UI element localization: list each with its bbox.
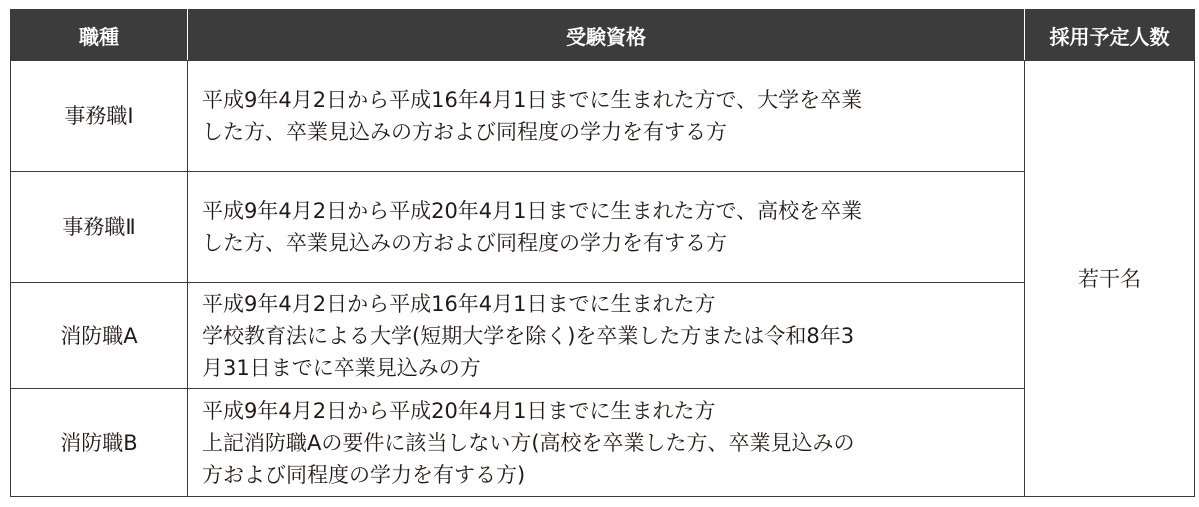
job-type-cell: 事務職Ⅱ <box>11 172 188 283</box>
job-type-cell: 消防職A <box>11 283 188 389</box>
qualification-line: した方、卒業見込みの方および同程度の学力を有する方 <box>202 120 727 144</box>
qualification-line: 学校教育法による大学(短期大学を除く)を卒業した方または令和8年3 <box>202 323 855 348</box>
recruitment-table <box>10 9 1195 497</box>
table-row <box>11 283 1195 389</box>
qualification-cell <box>188 172 1025 283</box>
qualification-line: 平成9年4月2日から平成16年4月1日までに生まれた方 <box>202 291 716 316</box>
header-qualification: 受験資格 <box>188 10 1025 61</box>
header-job-type: 職種 <box>11 10 188 61</box>
qualification-line: 平成9年4月2日から平成20年4月1日までに生まれた方 <box>202 398 716 423</box>
qualification-cell <box>188 389 1025 497</box>
qualification-cell <box>188 61 1025 172</box>
header-planned-hires: 採用予定人数 <box>1025 10 1195 61</box>
table-row <box>11 61 1195 172</box>
qualification-cell <box>188 283 1025 389</box>
qualification-line: 平成9年4月2日から平成20年4月1日までに生まれた方で、高校を卒業 <box>202 199 863 223</box>
recruitment-table-container <box>10 9 1195 497</box>
header-row <box>11 10 1195 61</box>
qualification-line: した方、卒業見込みの方および同程度の学力を有する方 <box>202 231 727 255</box>
qualification-line: 方および同程度の学力を有する方) <box>202 462 526 487</box>
job-type-cell: 消防職B <box>11 389 188 497</box>
planned-hires-cell: 若干名 <box>1025 61 1195 497</box>
qualification-line: 月31日までに卒業見込みの方 <box>202 355 481 380</box>
qualification-line: 平成9年4月2日から平成16年4月1日までに生まれた方で、大学を卒業 <box>202 88 863 112</box>
job-type-cell: 事務職Ⅰ <box>11 61 188 172</box>
qualification-line: 上記消防職Aの要件に該当しない方(高校を卒業した方、卒業見込みの <box>202 430 855 455</box>
table-row <box>11 389 1195 497</box>
table-row <box>11 172 1195 283</box>
